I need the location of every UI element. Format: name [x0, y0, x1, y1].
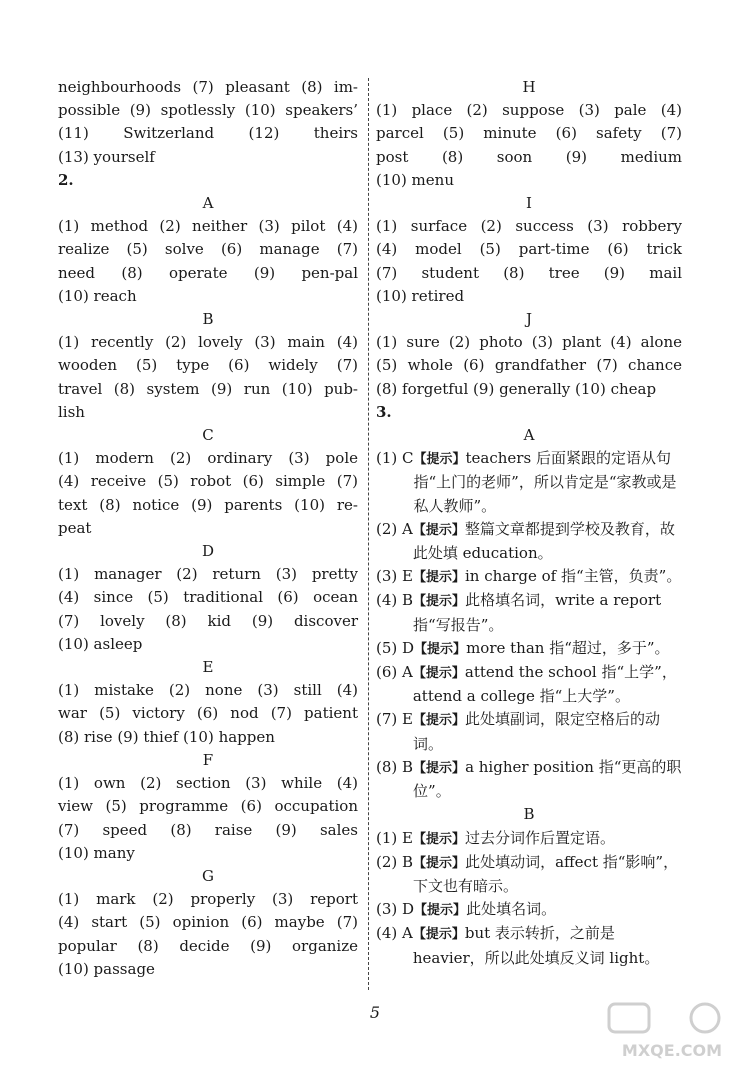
- left-column: [58, 76, 358, 981]
- answer-line: (4) since (5) traditional (6) ocean: [58, 588, 358, 607]
- hint-text: a higher position 指“更高的职位”。: [413, 757, 682, 801]
- hint-tag: 【提示】: [414, 641, 467, 657]
- part1-continuation: [58, 76, 358, 169]
- left-sections: [58, 192, 358, 981]
- watermark-logo: [605, 1000, 740, 1062]
- section-a: [376, 424, 682, 803]
- section-title: B: [202, 310, 214, 329]
- answer-label: (6) A: [376, 663, 413, 682]
- answer-line: (1) place (2) suppose (3) pale (4): [376, 101, 682, 120]
- answer-line: (7) speed (8) raise (9) sales: [58, 820, 358, 839]
- answer-line: (5) whole (6) grandfather (7) chance: [376, 356, 682, 375]
- watermark-text: MXQE.COM: [621, 1041, 723, 1060]
- text-line: (11) Switzerland (12) theirs: [58, 124, 358, 143]
- answer-explanation: [413, 661, 682, 708]
- answer-explanation: [413, 851, 682, 898]
- answer-line: (1) manager (2) return (3) pretty: [58, 565, 358, 584]
- answer-line: (1) surface (2) success (3) robbery: [376, 217, 682, 236]
- answer-item: [376, 589, 682, 636]
- hint-text: attend the school 指“上学”，attend a college 指“上大学”。: [412, 663, 677, 706]
- text-line: neighbourhoods (7) pleasant (8) im-: [58, 78, 358, 96]
- answer-item: [376, 447, 682, 518]
- answer-item: [376, 661, 682, 708]
- answer-line: (1) method (2) neither (3) pilot (4): [58, 217, 358, 236]
- answer-line: (1) modern (2) ordinary (3) pole: [58, 449, 358, 468]
- answer-line: peat: [58, 518, 92, 537]
- hint-tag: 【提示】: [412, 570, 465, 586]
- right-column: [376, 76, 682, 970]
- answer-line: (1) mistake (2) none (3) still (4): [58, 681, 358, 700]
- answer-line: lish: [58, 402, 85, 421]
- answer-line: (1) mark (2) properly (3) report: [58, 890, 358, 909]
- text-line: possible (9) spotlessly (10) speakers’: [58, 101, 358, 120]
- hint-tag: 【提示】: [412, 522, 465, 538]
- answer-item: [376, 756, 682, 803]
- answer-line: (8) forgetful (9) generally (10) cheap: [376, 379, 657, 398]
- answer-explanation: [413, 708, 682, 755]
- answer-line: wooden (5) type (6) widely (7): [58, 356, 358, 375]
- answer-explanation: [413, 827, 682, 851]
- answer-line: (10) many: [58, 843, 135, 862]
- section-d: [58, 540, 358, 656]
- answer-item: [376, 851, 682, 898]
- section-h: [376, 76, 682, 192]
- answer-line: (10) reach: [58, 286, 137, 305]
- part-number: 2.: [58, 170, 74, 189]
- section-title: I: [526, 194, 532, 213]
- answer-line: (10) asleep: [58, 634, 143, 653]
- answer-line: (1) recently (2) lovely (3) main (4): [58, 333, 358, 352]
- answer-line: post (8) soon (9) medium: [376, 147, 682, 166]
- answer-item: [376, 708, 682, 755]
- section-title: A: [523, 426, 535, 445]
- hint-tag: 【提示】: [412, 927, 465, 943]
- section-title: D: [201, 542, 215, 561]
- answer-label: (2) A: [376, 519, 413, 538]
- hint-text: 整篇文章都提到学校及教育，故此处填 education。: [412, 519, 675, 563]
- page-number: 5: [369, 1003, 381, 1022]
- section-b: [376, 803, 682, 969]
- answer-label: (3) D: [376, 900, 415, 919]
- section-f: [58, 749, 358, 865]
- answer-label: (1) E: [376, 828, 413, 847]
- answer-explanation: [413, 565, 682, 589]
- right-sections: [376, 76, 682, 401]
- section-title: F: [202, 750, 214, 769]
- section-g: [58, 865, 358, 981]
- answer-line: (7) lovely (8) kid (9) discover: [58, 611, 358, 630]
- answer-label: (8) B: [376, 757, 414, 776]
- hint-text: 过去分词作后置定语。: [464, 828, 615, 847]
- answer-line: text (8) notice (9) parents (10) re-: [58, 495, 358, 514]
- answer-line: (10) menu: [376, 170, 454, 189]
- section-title: G: [202, 866, 214, 885]
- hint-tag: 【提示】: [412, 831, 465, 847]
- section-title: C: [202, 426, 214, 445]
- answer-label: (7) E: [376, 710, 413, 729]
- answer-line: (1) sure (2) photo (3) plant (4) alone: [376, 333, 682, 352]
- answer-explanation: [413, 756, 682, 803]
- answer-line: (10) passage: [58, 959, 155, 978]
- column-divider: [368, 78, 369, 990]
- answer-line: realize (5) solve (6) manage (7): [58, 240, 358, 259]
- answer-line: war (5) victory (6) nod (7) patient: [58, 704, 358, 723]
- answer-label: (4) A: [376, 924, 413, 943]
- answer-line: travel (8) system (9) run (10) pub-: [58, 379, 358, 398]
- answer-line: (4) receive (5) robot (6) simple (7): [58, 472, 358, 491]
- section-title: E: [202, 658, 214, 677]
- hint-tag: 【提示】: [413, 594, 466, 610]
- hint-text: teachers 后面紧跟的定语从句指“上门的老师”，所以肯定是“家教或是私人教师”。: [413, 449, 677, 515]
- answer-explanation: [413, 922, 682, 969]
- text-line: (13) yourself: [58, 147, 155, 166]
- section-a: [58, 192, 358, 308]
- hint-tag: 【提示】: [412, 713, 465, 729]
- answer-item: [376, 637, 682, 661]
- part-number: 3.: [376, 402, 392, 421]
- answer-line: (7) student (8) tree (9) mail: [376, 263, 682, 282]
- answer-label: (5) D: [376, 638, 415, 657]
- answer-label: (1) C: [376, 449, 414, 468]
- answer-item: [376, 565, 682, 589]
- hint-tag: 【提示】: [413, 855, 466, 871]
- part3-sections: [376, 424, 682, 970]
- answer-explanation: [413, 589, 682, 636]
- section-c: [58, 424, 358, 540]
- hint-text: 此处填副词，限定空格后的动词。: [412, 710, 660, 753]
- section-title: A: [202, 194, 214, 213]
- hint-text: but 表示转折，之前是 heavier，所以此处填反义词 light。: [412, 924, 660, 967]
- answer-label: (4) B: [376, 591, 414, 610]
- hint-text: 此处填名词。: [466, 900, 557, 919]
- section-b: [58, 308, 358, 424]
- hint-tag: 【提示】: [413, 452, 466, 468]
- hint-tag: 【提示】: [412, 666, 465, 682]
- hint-text: 此处填动词，affect 指“影响”，下文也有暗示。: [413, 852, 679, 895]
- answer-item: [376, 827, 682, 851]
- answer-line: parcel (5) minute (6) safety (7): [376, 124, 682, 143]
- section-i: [376, 192, 682, 308]
- hint-text: in charge of 指“主管，负责”。: [464, 567, 682, 586]
- answer-label: (2) B: [376, 852, 414, 871]
- answer-line: view (5) programme (6) occupation: [58, 797, 358, 816]
- answer-label: (3) E: [376, 567, 413, 586]
- answer-line: (10) retired: [376, 286, 465, 305]
- section-j: [376, 308, 682, 401]
- answer-line: popular (8) decide (9) organize: [58, 936, 358, 955]
- answer-item: [376, 922, 682, 969]
- hint-tag: 【提示】: [413, 760, 466, 776]
- section-title: H: [522, 78, 536, 96]
- answer-line: (4) start (5) opinion (6) maybe (7): [58, 913, 358, 932]
- section-title: J: [525, 310, 532, 329]
- answer-line: (1) own (2) section (3) while (4): [58, 774, 358, 793]
- answer-item: [376, 898, 682, 922]
- answer-explanation: [413, 518, 682, 565]
- answer-explanation: [414, 447, 683, 518]
- answer-line: (4) model (5) part-time (6) trick: [376, 240, 682, 259]
- answer-line: (8) rise (9) thief (10) happen: [58, 727, 275, 746]
- answer-line: need (8) operate (9) pen-pal: [58, 263, 358, 282]
- section-e: [58, 656, 358, 749]
- hint-tag: 【提示】: [414, 903, 467, 919]
- hint-text: 此格填名词，write a report 指“写报告”。: [413, 591, 662, 634]
- answer-explanation: [414, 637, 682, 661]
- hint-text: more than 指“超过，多于”。: [466, 638, 670, 657]
- answer-item: [376, 518, 682, 565]
- section-title: B: [523, 805, 535, 824]
- answer-explanation: [414, 898, 682, 922]
